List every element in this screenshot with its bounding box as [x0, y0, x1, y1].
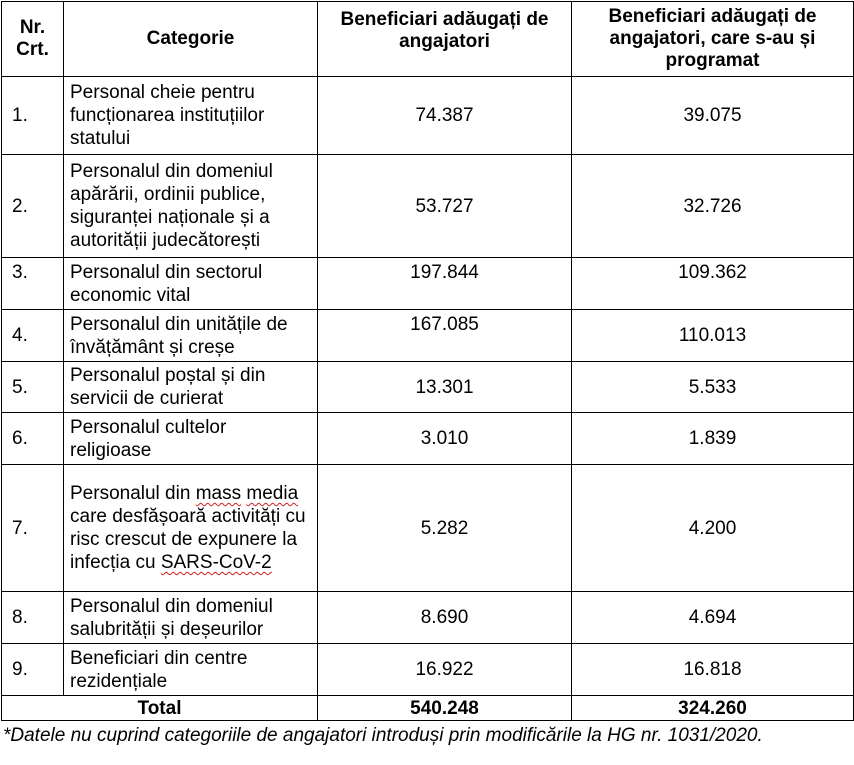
row-added: 16.922 — [318, 644, 572, 696]
row-programmed: 109.362 — [572, 258, 854, 310]
document — [1, 1, 853, 747]
total-added: 540.248 — [318, 696, 572, 721]
row-added: 5.282 — [318, 465, 572, 592]
row-added: 3.010 — [318, 413, 572, 465]
table-total-row — [2, 696, 854, 721]
row-category: Personalul din mass media care desfășoară activități cu risc crescut de expunere la infecția cu SARS-CoV-2 — [64, 465, 318, 592]
row-nr: 7. — [2, 465, 64, 592]
row-programmed: 16.818 — [572, 644, 854, 696]
table-row — [2, 310, 854, 362]
table-row — [2, 155, 854, 258]
row-category: Personalul din domeniul apărării, ordinii publice, siguranței naționale și a autorității judecătorești — [64, 155, 318, 258]
row-nr: 8. — [2, 592, 64, 644]
table-header-row — [2, 2, 854, 77]
row-nr: 1. — [2, 77, 64, 155]
table-row — [2, 644, 854, 696]
row-category: Personalul din domeniul salubrității și deșeurilor — [64, 592, 318, 644]
row-category: Beneficiari din centre rezidențiale — [64, 644, 318, 696]
row-category: Personalul din unitățile de învățământ și creșe — [64, 310, 318, 362]
row-category: Personalul din sectorul economic vital — [64, 258, 318, 310]
row-added: 13.301 — [318, 362, 572, 413]
table-row — [2, 77, 854, 155]
total-label: Total — [2, 696, 318, 721]
row-category: Personalul cultelor religioase — [64, 413, 318, 465]
row-programmed: 4.200 — [572, 465, 854, 592]
row-added: 167.085 — [318, 310, 572, 362]
row-programmed: 5.533 — [572, 362, 854, 413]
table-row — [2, 258, 854, 310]
header-programmed: Beneficiari adăugați de angajatori, care s-au și programat — [572, 2, 854, 77]
table-row — [2, 362, 854, 413]
row-category: Personal cheie pentru funcționarea instituțiilor statului — [64, 77, 318, 155]
row-added: 53.727 — [318, 155, 572, 258]
row-programmed: 110.013 — [572, 310, 854, 362]
table-row — [2, 413, 854, 465]
row-programmed: 1.839 — [572, 413, 854, 465]
row-programmed: 32.726 — [572, 155, 854, 258]
table-row — [2, 465, 854, 592]
row-nr: 5. — [2, 362, 64, 413]
beneficiaries-table — [1, 1, 854, 721]
row-nr: 9. — [2, 644, 64, 696]
row-added: 197.844 — [318, 258, 572, 310]
row-nr: 2. — [2, 155, 64, 258]
footnote: *Datele nu cuprind categoriile de angajatori introduși prin modificările la HG nr. 1031/2020. — [3, 725, 763, 746]
row-programmed: 39.075 — [572, 77, 854, 155]
row-programmed: 4.694 — [572, 592, 854, 644]
header-added: Beneficiari adăugați de angajatori — [318, 2, 572, 77]
row-category: Personalul poștal și din servicii de curierat — [64, 362, 318, 413]
row-added: 74.387 — [318, 77, 572, 155]
row-nr: 3. — [2, 258, 64, 310]
header-nr: Nr. Crt. — [2, 2, 64, 77]
table-row — [2, 592, 854, 644]
total-programmed: 324.260 — [572, 696, 854, 721]
row-added: 8.690 — [318, 592, 572, 644]
row-nr: 4. — [2, 310, 64, 362]
row-nr: 6. — [2, 413, 64, 465]
header-category: Categorie — [64, 2, 318, 77]
